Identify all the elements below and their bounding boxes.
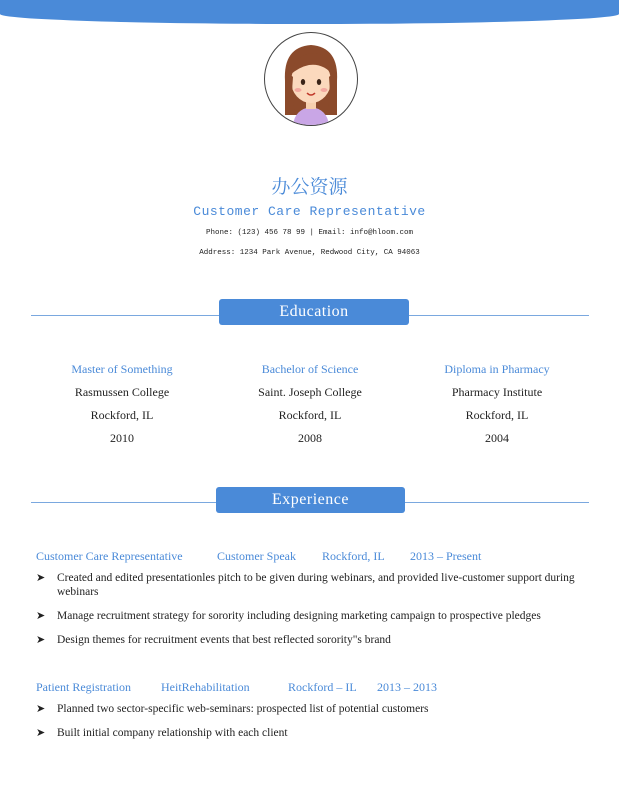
- avatar: [264, 32, 358, 126]
- arrowhead-icon: ➤: [36, 634, 46, 646]
- contact-info: Phone: (123) 456 78 99 | Email: info@hloom.com: [205, 229, 414, 237]
- list-item: ➤ Built initial company relationship with each client: [36, 727, 288, 739]
- job-role: Customer Care Representative: [36, 549, 183, 563]
- arrowhead-icon: ➤: [36, 727, 46, 739]
- list-item: ➤ Created and edited presentationles pitch to be given during webinars, and provided live-customer support during webinars: [36, 572, 575, 598]
- experience-heading: Experience: [216, 487, 405, 513]
- school-location: Rockford, IL: [465, 408, 529, 422]
- school-location: Rockford, IL: [278, 408, 342, 422]
- job-role: Patient Registration: [36, 680, 131, 694]
- job-location: Rockford – IL: [288, 680, 357, 694]
- school-location: Rockford, IL: [90, 408, 154, 422]
- degree-title: Bachelor of Science: [261, 362, 359, 376]
- school-name: Saint. Joseph College: [258, 385, 362, 399]
- arrowhead-icon: ➤: [36, 572, 46, 584]
- job-header: [36, 549, 586, 571]
- education-entry: [407, 362, 587, 454]
- arrowhead-icon: ➤: [36, 610, 46, 622]
- graduation-year: 2008: [298, 431, 322, 445]
- job-dates: 2013 – Present: [410, 549, 482, 563]
- job-company: Customer Speak: [217, 549, 296, 563]
- top-header-band: [0, 0, 619, 24]
- job-bullets: [36, 702, 586, 740]
- job-location: Rockford, IL: [322, 549, 385, 563]
- graduation-year: 2010: [110, 431, 134, 445]
- job-bullets: [36, 571, 586, 647]
- school-name: Pharmacy Institute: [451, 385, 543, 399]
- job-title: Customer Care Representative: [193, 204, 426, 219]
- avatar-icon: [265, 33, 357, 125]
- job-header: [36, 680, 586, 702]
- graduation-year: 2004: [485, 431, 509, 445]
- job-dates: 2013 – 2013: [377, 680, 437, 694]
- education-entry: [32, 362, 212, 454]
- list-item: ➤ Manage recruitment strategy for sorority including designing marketing campaign to prospective pledges: [36, 610, 541, 622]
- education-entry: [220, 362, 400, 454]
- job-entry: [36, 680, 586, 750]
- education-heading: Education: [219, 299, 409, 325]
- list-item: ➤ Planned two sector-specific web-seminars: prospected list of potential customers: [36, 703, 429, 715]
- arrowhead-icon: ➤: [36, 703, 46, 715]
- degree-title: Diploma in Pharmacy: [444, 362, 550, 376]
- address-info: Address: 1234 Park Avenue, Redwood City, CA 94063: [199, 249, 420, 257]
- job-entry: [36, 549, 586, 657]
- list-item: ➤ Design themes for recruitment events that best reflected sorority"s brand: [36, 634, 391, 646]
- candidate-name: 办公资源: [271, 176, 348, 198]
- school-name: Rasmussen College: [74, 385, 170, 399]
- job-company: HeitRehabilitation: [161, 680, 250, 694]
- degree-title: Master of Something: [71, 362, 173, 376]
